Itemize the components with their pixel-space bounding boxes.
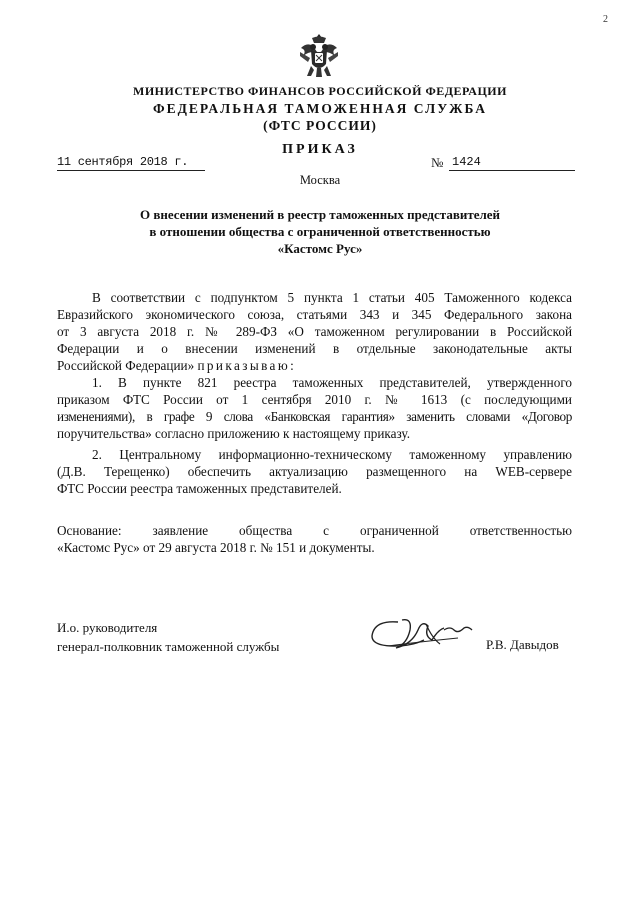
signer-position-line: И.о. руководителя [57, 620, 158, 635]
body-line: приказом ФТС России от 1 сентября 2010 г. № 1613 (с последующими [57, 392, 572, 407]
basis-line: «Кастомс Рус» от 29 августа 2018 г. № 151 и документы. [57, 540, 375, 555]
document-type-title: ПРИКАЗ [282, 142, 358, 157]
body-line-text: Российской Федерации» [57, 358, 195, 373]
order-subject [0, 206, 640, 257]
service-name: ФЕДЕРАЛЬНАЯ ТАМОЖЕННАЯ СЛУЖБА [153, 101, 487, 116]
body-line: Евразийского экономического союза, статьями 343 и 345 Федерального закона [57, 307, 572, 322]
subject-line: О внесении изменений в реестр таможенных представителей [139, 207, 501, 222]
subject-line: в отношении общества с ограниченной ответственностью [149, 224, 491, 239]
order-date: 11 сентября 2018 г. [57, 155, 205, 171]
body-line: В соответствии с подпунктом 5 пункта 1 статьи 405 Таможенного кодекса [92, 290, 572, 305]
page-number: 2 [603, 14, 608, 25]
basis-line: Основание: заявление общества с ограниченной ответственностью [57, 523, 572, 538]
body-line: 1. В пункте 821 реестра таможенных представителей, утвержденного [92, 375, 572, 390]
body-line: от 3 августа 2018 г. № 289-ФЗ «О таможенном регулировании в Российской [57, 324, 572, 339]
body-line: изменениями), в графе 9 слова «Банковская гарантия» заменить словами «Договор [57, 409, 572, 424]
ministry-name: МИНИСТЕРСТВО ФИНАНСОВ РОССИЙСКОЙ ФЕДЕРАЦИИ [133, 84, 507, 98]
signer-position [57, 618, 279, 656]
body-line: Федерации и о внесении изменений в отдельные законодательные акты [57, 341, 572, 356]
city: Москва [299, 173, 341, 187]
order-directive: приказываю: [197, 358, 297, 373]
body-line: 2. Центральному информационно-техническому таможенному управлению [92, 447, 572, 462]
subject-line: «Кастомс Рус» [277, 241, 363, 256]
body-line [57, 357, 572, 374]
signer-position-line: генерал-полковник таможенной службы [57, 639, 280, 654]
handwritten-signature [368, 614, 486, 656]
order-number-sign: № [431, 155, 444, 170]
body-line: (Д.В. Терещенко) обеспечить актуализацию размещенного на WEB-сервере [57, 464, 572, 479]
signer-name: Р.В. Давыдов [486, 637, 559, 652]
body-line: ФТС России реестра таможенных представителей. [57, 481, 342, 496]
russian-coat-of-arms-icon [297, 32, 341, 80]
service-abbreviation: (ФТС РОССИИ) [263, 118, 377, 133]
body-line: поручительства» согласно приложению к настоящему приказу. [57, 426, 410, 441]
order-number: 1424 [449, 155, 575, 171]
